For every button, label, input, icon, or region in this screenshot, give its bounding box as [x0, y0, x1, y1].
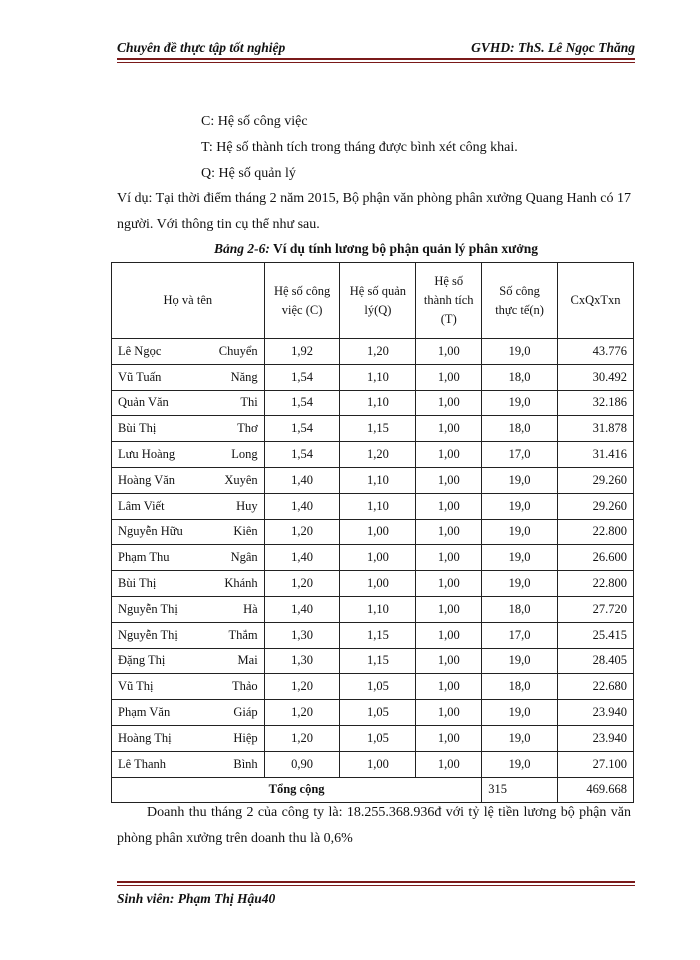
table-row [112, 545, 634, 571]
table-row [112, 648, 634, 674]
cell-q: 1,05 [340, 725, 416, 751]
cell-n: 18,0 [482, 596, 558, 622]
cell-name-last: Xuyên [224, 472, 258, 487]
cell-t: 1,00 [416, 751, 482, 777]
cell-c: 1,54 [264, 390, 340, 416]
cell-q: 1,05 [340, 700, 416, 726]
cell-t: 1,00 [416, 493, 482, 519]
cell-name [112, 700, 265, 726]
header-supervisor: GVHD: ThS. Lê Ngọc Thăng [471, 40, 635, 55]
cell-q: 1,05 [340, 674, 416, 700]
cell-n: 19,0 [482, 751, 558, 777]
cell-name [112, 390, 265, 416]
cell-name [112, 725, 265, 751]
cell-c: 1,40 [264, 596, 340, 622]
cell-q: 1,20 [340, 442, 416, 468]
cell-total: 25.415 [558, 622, 634, 648]
cell-t: 1,00 [416, 467, 482, 493]
cell-c: 1,20 [264, 725, 340, 751]
cell-q: 1,00 [340, 545, 416, 571]
cell-total: 30.492 [558, 364, 634, 390]
col-header-c: Hệ số công việc (C) [264, 263, 340, 339]
footer-rule [117, 881, 635, 883]
header-rule [117, 58, 635, 60]
table-caption-label: Bảng 2-6: [214, 241, 270, 256]
table-header-row [112, 263, 634, 339]
cell-total: 32.186 [558, 390, 634, 416]
cell-c: 1,40 [264, 467, 340, 493]
cell-total: 31.416 [558, 442, 634, 468]
cell-name [112, 648, 265, 674]
cell-c: 1,20 [264, 700, 340, 726]
cell-name-first: Lâm Viết [118, 498, 165, 513]
cell-name [112, 364, 265, 390]
cell-n: 19,0 [482, 648, 558, 674]
cell-name-first: Bùi Thị [118, 421, 157, 436]
cell-n: 19,0 [482, 571, 558, 597]
cell-t: 1,00 [416, 571, 482, 597]
table-row [112, 596, 634, 622]
table-row [112, 442, 634, 468]
table-row [112, 622, 634, 648]
cell-t: 1,00 [416, 725, 482, 751]
cell-total: 23.940 [558, 725, 634, 751]
cell-q: 1,15 [340, 622, 416, 648]
cell-name [112, 571, 265, 597]
cell-name [112, 519, 265, 545]
cell-name-last: Huy [236, 498, 258, 513]
cell-t: 1,00 [416, 390, 482, 416]
cell-n: 19,0 [482, 339, 558, 365]
cell-q: 1,10 [340, 364, 416, 390]
cell-total: 22.680 [558, 674, 634, 700]
cell-q: 1,10 [340, 493, 416, 519]
cell-name-first: Lê Ngọc [118, 343, 162, 358]
cell-n: 19,0 [482, 725, 558, 751]
cell-name-last: Thắm [228, 627, 258, 642]
table-row [112, 519, 634, 545]
cell-n: 17,0 [482, 622, 558, 648]
cell-total: 23.940 [558, 700, 634, 726]
cell-total: 22.800 [558, 519, 634, 545]
cell-name [112, 416, 265, 442]
cell-name-first: Phạm Văn [118, 705, 171, 720]
cell-t: 1,00 [416, 364, 482, 390]
table-row [112, 467, 634, 493]
cell-name [112, 467, 265, 493]
cell-q: 1,00 [340, 751, 416, 777]
cell-total: 31.878 [558, 416, 634, 442]
cell-name-last: Chuyển [218, 343, 258, 358]
cell-c: 1,54 [264, 416, 340, 442]
cell-name [112, 622, 265, 648]
cell-t: 1,00 [416, 700, 482, 726]
cell-c: 1,92 [264, 339, 340, 365]
cell-name-last: Long [231, 447, 258, 462]
definition-t: T: Hệ số thành tích trong tháng được bình xét công khai. [201, 140, 518, 155]
table-caption [117, 241, 635, 257]
cell-q: 1,00 [340, 519, 416, 545]
cell-name-last: Thơ [237, 421, 258, 436]
cell-q: 1,10 [340, 467, 416, 493]
cell-name-first: Đặng Thị [118, 653, 166, 668]
cell-q: 1,20 [340, 339, 416, 365]
table-row [112, 493, 634, 519]
cell-c: 1,30 [264, 622, 340, 648]
cell-n: 17,0 [482, 442, 558, 468]
total-amount: 469.668 [558, 777, 634, 803]
col-header-t: Hệ số thành tích (T) [416, 263, 482, 339]
page-footer: Sinh viên: Phạm Thị Hậu40 [117, 891, 276, 906]
cell-name-last: Hiệp [233, 730, 258, 745]
cell-name-last: Kiên [233, 524, 258, 539]
definition-c: C: Hệ số công việc [201, 114, 308, 129]
cell-c: 1,54 [264, 364, 340, 390]
cell-n: 19,0 [482, 467, 558, 493]
table-row [112, 339, 634, 365]
cell-name-last: Hà [243, 601, 258, 616]
cell-n: 19,0 [482, 519, 558, 545]
cell-name-last: Ngân [230, 550, 258, 565]
cell-t: 1,00 [416, 596, 482, 622]
cell-n: 19,0 [482, 700, 558, 726]
cell-total: 43.776 [558, 339, 634, 365]
cell-c: 1,40 [264, 545, 340, 571]
cell-q: 1,15 [340, 416, 416, 442]
total-label: Tổng cộng [112, 777, 482, 803]
cell-name-first: Lưu Hoàng [118, 447, 176, 462]
cell-total: 29.260 [558, 493, 634, 519]
cell-name-last: Thảo [231, 679, 258, 694]
cell-name [112, 674, 265, 700]
cell-t: 1,00 [416, 622, 482, 648]
footer-rule-thin [117, 885, 635, 886]
cell-t: 1,00 [416, 648, 482, 674]
salary-table [111, 262, 634, 803]
cell-name-first: Vũ Tuấn [118, 369, 162, 384]
col-header-n: Số công thực tế(n) [482, 263, 558, 339]
cell-name-last: Khánh [224, 576, 258, 591]
cell-c: 1,20 [264, 571, 340, 597]
cell-name-last: Mai [237, 653, 258, 668]
cell-total: 27.100 [558, 751, 634, 777]
table-row [112, 751, 634, 777]
cell-n: 18,0 [482, 674, 558, 700]
cell-t: 1,00 [416, 416, 482, 442]
total-n: 315 [482, 777, 558, 803]
cell-t: 1,00 [416, 545, 482, 571]
cell-n: 19,0 [482, 493, 558, 519]
cell-c: 1,40 [264, 493, 340, 519]
definition-q: Q: Hệ số quản lý [201, 166, 296, 181]
col-header-total: CxQxTxn [558, 263, 634, 339]
cell-name-last: Bình [233, 756, 258, 771]
cell-name-first: Hoàng Văn [118, 472, 176, 487]
cell-name [112, 596, 265, 622]
cell-n: 19,0 [482, 390, 558, 416]
cell-name-last: Thi [240, 395, 258, 410]
cell-c: 0,90 [264, 751, 340, 777]
table-row [112, 390, 634, 416]
conclusion-paragraph [117, 800, 631, 852]
cell-n: 18,0 [482, 416, 558, 442]
cell-name-first: Phạm Thu [118, 550, 170, 565]
cell-c: 1,20 [264, 519, 340, 545]
cell-c: 1,54 [264, 442, 340, 468]
table-row [112, 674, 634, 700]
cell-n: 18,0 [482, 364, 558, 390]
cell-name-first: Bùi Thị [118, 576, 157, 591]
cell-t: 1,00 [416, 674, 482, 700]
table-total-row [112, 777, 634, 803]
table-row [112, 416, 634, 442]
cell-c: 1,30 [264, 648, 340, 674]
cell-t: 1,00 [416, 519, 482, 545]
table-row [112, 725, 634, 751]
cell-name-first: Nguyễn Hữu [118, 524, 183, 539]
cell-name-first: Nguyễn Thị [118, 601, 178, 616]
cell-t: 1,00 [416, 339, 482, 365]
conclusion-text: Doanh thu tháng 2 của công ty là: 18.255.368.936đ với tỷ lệ tiền lương bộ phận văn phòng phân xưởng trên doanh thu là 0,6% [117, 805, 631, 846]
cell-total: 29.260 [558, 467, 634, 493]
cell-name-first: Hoàng Thị [118, 730, 172, 745]
cell-name [112, 751, 265, 777]
cell-total: 26.600 [558, 545, 634, 571]
cell-total: 22.800 [558, 571, 634, 597]
cell-name [112, 545, 265, 571]
cell-name [112, 442, 265, 468]
cell-q: 1,10 [340, 596, 416, 622]
cell-name-first: Quản Văn [118, 395, 169, 410]
table-row [112, 571, 634, 597]
cell-total: 28.405 [558, 648, 634, 674]
table-row [112, 364, 634, 390]
col-header-q: Hệ số quản lý(Q) [340, 263, 416, 339]
cell-name-last: Giáp [233, 705, 258, 720]
cell-t: 1,00 [416, 442, 482, 468]
page-header [117, 40, 635, 56]
cell-c: 1,20 [264, 674, 340, 700]
cell-total: 27.720 [558, 596, 634, 622]
cell-name-first: Nguyễn Thị [118, 627, 178, 642]
cell-q: 1,10 [340, 390, 416, 416]
table-caption-title: Ví dụ tính lương bộ phận quản lý phân xưởng [269, 241, 538, 256]
col-header-name: Họ và tên [112, 263, 265, 339]
cell-name [112, 339, 265, 365]
cell-name-last: Năng [230, 369, 258, 384]
cell-n: 19,0 [482, 545, 558, 571]
example-paragraph: Ví dụ: Tại thời điểm tháng 2 năm 2015, Bộ phận văn phòng phân xưởng Quang Hanh có 17 người. Với thông tin cụ thể như sau. [117, 191, 632, 232]
cell-name [112, 493, 265, 519]
header-rule-thin [117, 62, 635, 63]
header-course-title: Chuyên đề thực tập tốt nghiệp [117, 40, 286, 55]
cell-name-first: Lê Thanh [118, 756, 167, 771]
cell-q: 1,15 [340, 648, 416, 674]
table-row [112, 700, 634, 726]
cell-q: 1,00 [340, 571, 416, 597]
cell-name-first: Vũ Thị [118, 679, 154, 694]
